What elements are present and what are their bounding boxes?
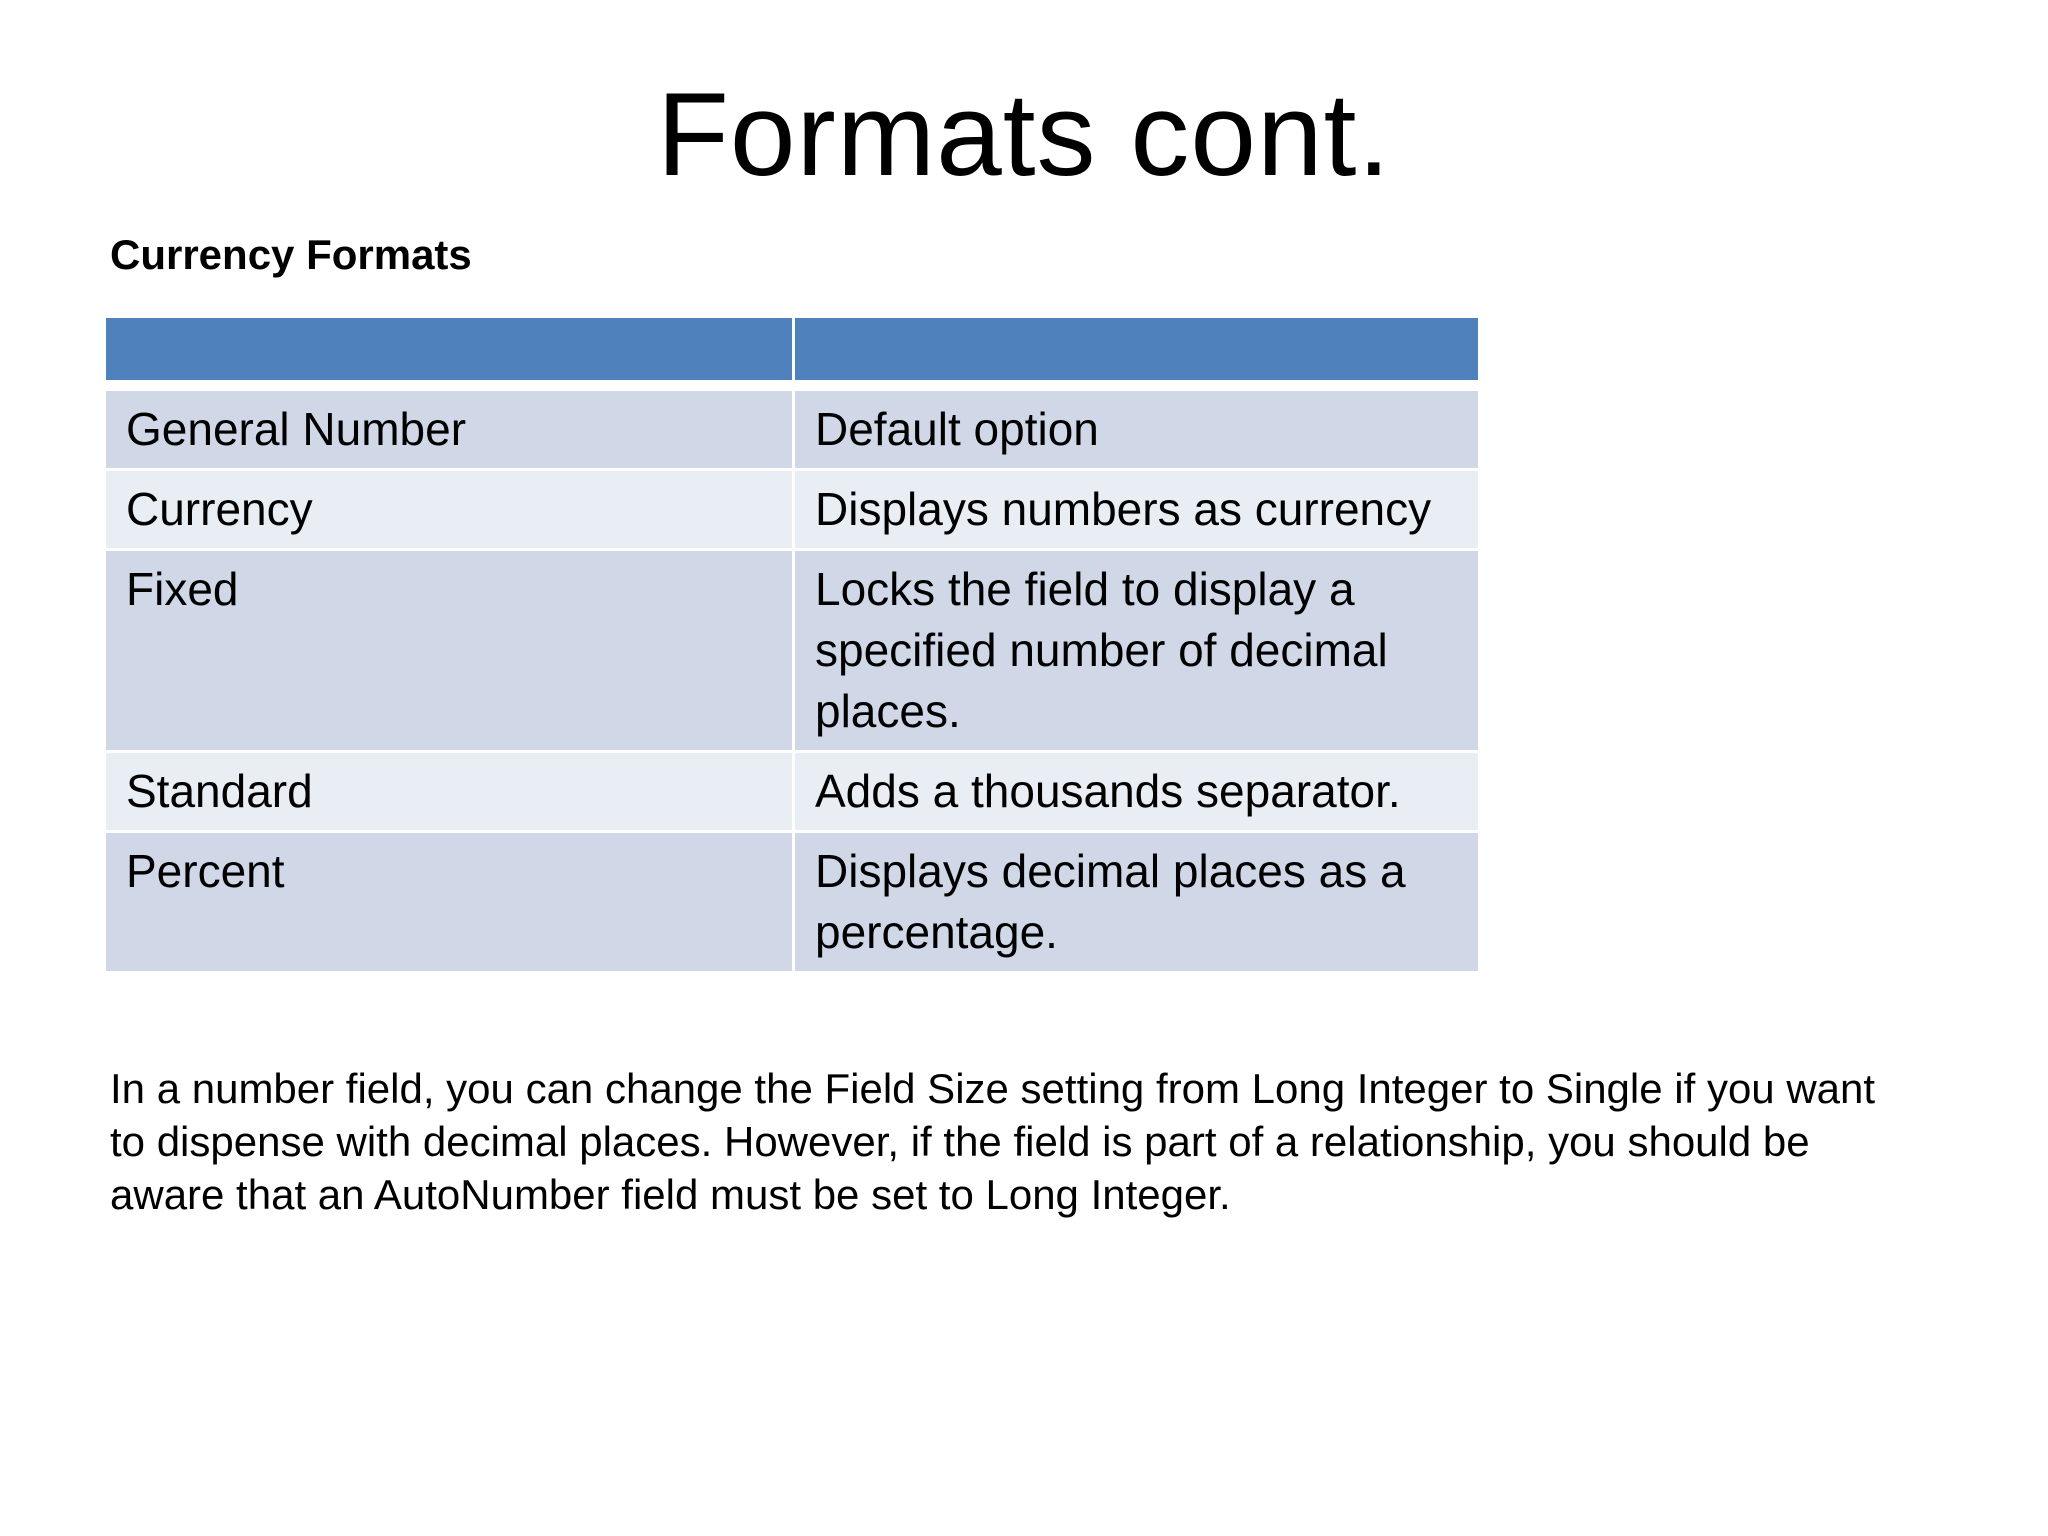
body-paragraph: In a number field, you can change the Field Size setting from Long Integer to Single if you want to dispense with decimal places. However, if the field is part of a relationship, you should be aware that an AutoNumber field must be set to Long Integer. bbox=[110, 1065, 1876, 1218]
format-name-cell: General Number bbox=[106, 388, 792, 468]
format-description-cell: Displays numbers as currency bbox=[792, 468, 1478, 548]
table-row bbox=[106, 830, 1478, 971]
currency-formats-table bbox=[106, 318, 1478, 971]
format-name-cell: Percent bbox=[106, 830, 792, 971]
slide-title: Formats cont. bbox=[656, 69, 1392, 201]
table-row bbox=[106, 548, 1478, 750]
table-row bbox=[106, 468, 1478, 548]
table-header bbox=[106, 318, 1478, 388]
format-description-cell: Locks the field to display a specified number of decimal places. bbox=[792, 548, 1478, 750]
format-description-cell: Default option bbox=[792, 388, 1478, 468]
format-name-cell: Currency bbox=[106, 468, 792, 548]
table-row bbox=[106, 750, 1478, 830]
table-body bbox=[106, 388, 1478, 971]
format-name-cell: Standard bbox=[106, 750, 792, 830]
header-cell-description bbox=[792, 318, 1478, 388]
table-header-row bbox=[106, 318, 1478, 388]
format-description-cell: Displays decimal places as a percentage. bbox=[792, 830, 1478, 971]
table-row bbox=[106, 388, 1478, 468]
format-name-cell: Fixed bbox=[106, 548, 792, 750]
header-cell-format bbox=[106, 318, 792, 388]
format-description-cell: Adds a thousands separator. bbox=[792, 750, 1478, 830]
section-heading: Currency Formats bbox=[110, 231, 472, 278]
